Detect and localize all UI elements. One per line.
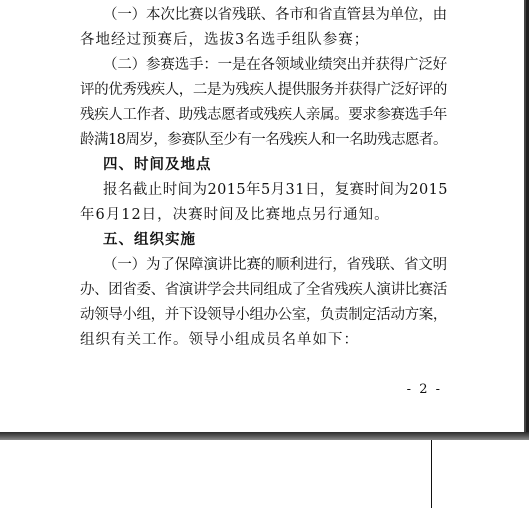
- section-heading: 五、组织实施: [103, 231, 196, 248]
- next-page-area: [0, 440, 529, 508]
- paragraph-line: （二）参赛选手：一是在各领域业绩突出并获得广泛好: [103, 57, 447, 73]
- section-heading: 四、时间及地点: [103, 156, 212, 173]
- paragraph-line: 动领导小组，并下设领导小组办公室，负责制定活动方案，: [80, 307, 447, 323]
- paragraph-line: 办、团省委、省演讲学会共同组成了全省残疾人演讲比赛活: [80, 282, 447, 298]
- paragraph-line: 残疾人工作者、助残志愿者或残疾人亲属。要求参赛选手年: [80, 107, 447, 123]
- paragraph-line: 龄满18周岁，参赛队至少有一名残疾人和一名助残志愿者。: [80, 132, 447, 148]
- paragraph-line: 评的优秀残疾人，二是为残疾人提供服务并获得广泛好评的: [80, 82, 447, 98]
- paragraph-line: 报名截止时间为2015年5月31日，复赛时间为2015: [103, 182, 448, 198]
- next-page-divider: [431, 440, 432, 508]
- paragraph-line: 各地经过预赛后，选拔3名选手组队参赛；: [80, 32, 370, 48]
- paragraph-line: 组织有关工作。领导小组成员名单如下：: [80, 332, 359, 348]
- paragraph-line: （一）本次比赛以省残联、各市和省直管县为单位，由: [103, 7, 447, 23]
- paragraph-line: 年6月12日，决赛时间及比赛地点另行通知。: [80, 207, 390, 223]
- paragraph-line: （一）为了保障演讲比赛的顺利进行，省残联、省文明: [103, 257, 447, 273]
- page-number: - 2 -: [406, 382, 442, 397]
- page-bottom-edge: [0, 432, 529, 440]
